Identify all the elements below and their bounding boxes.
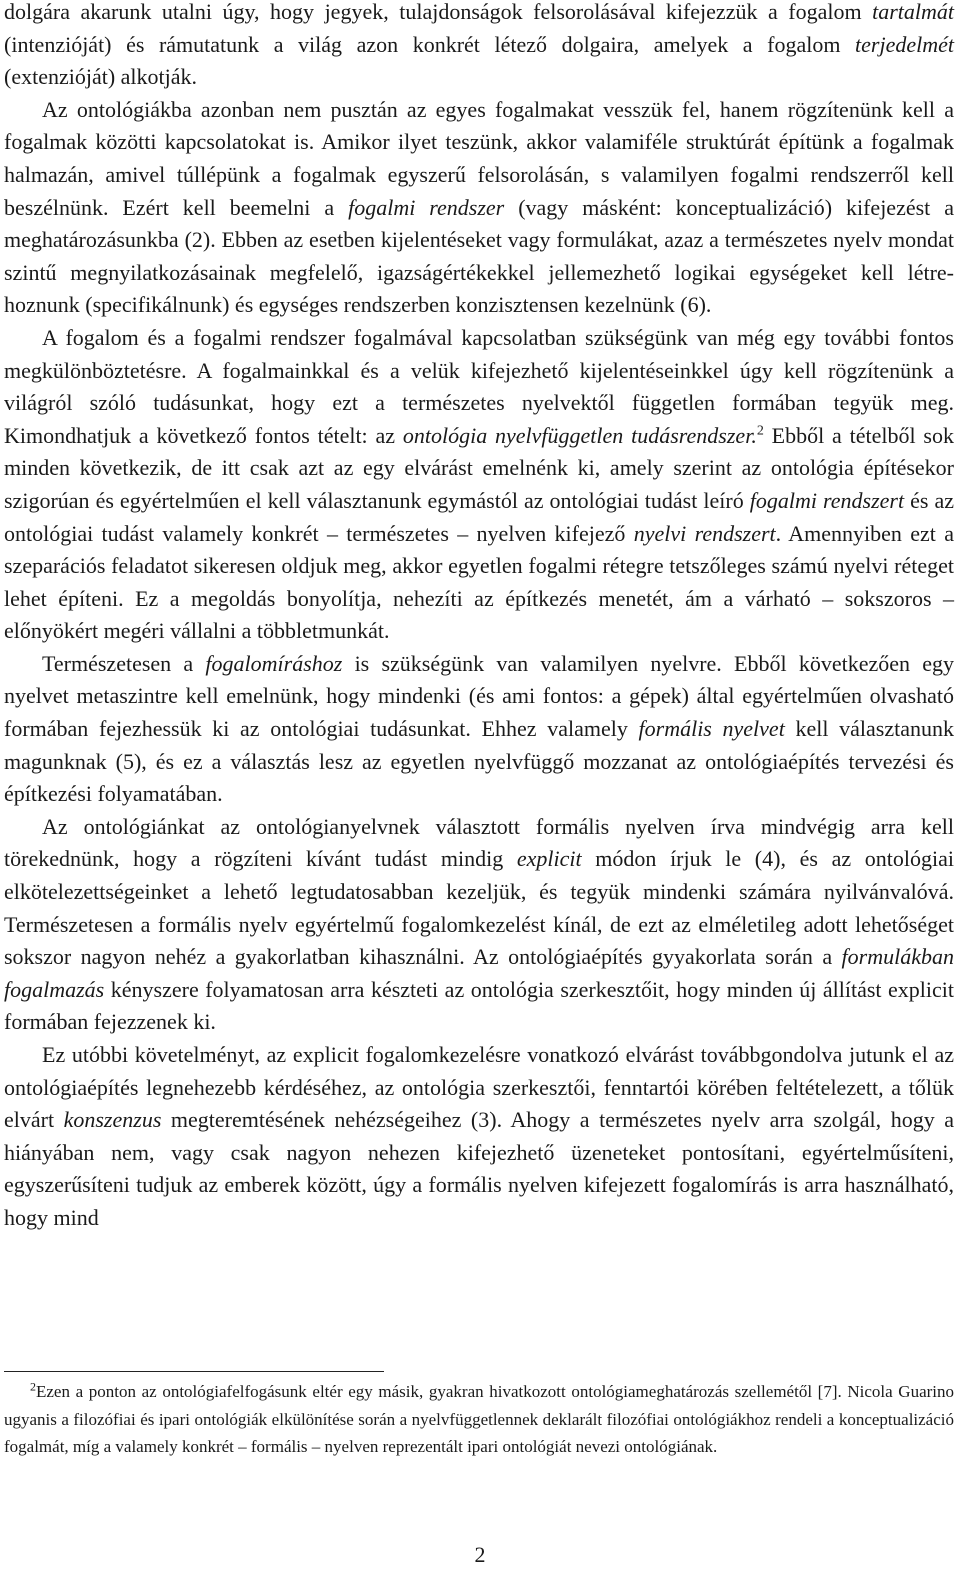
text-segment: kényszere folyamatosan arra készteti az ontológia szerkesztőit, hogy minden új állítást explicit formában fejezzenek ki. bbox=[4, 976, 954, 1035]
emphasized-term: formulákban fogalmazás bbox=[4, 944, 954, 1002]
body-text bbox=[4, 0, 954, 1235]
paragraph bbox=[4, 648, 954, 811]
text-segment: Természetesen a bbox=[42, 650, 206, 676]
emphasized-term: explicit bbox=[516, 846, 582, 872]
text-segment: Ebből a tételből sok minden következik, de itt csak azt az egy elvárást emelnénk ki, amely szerint az ontológia építésekor szigorúan és egyértelműen el kell választanunk egymástól az ontológiai tudást leíró bbox=[4, 422, 954, 513]
emphasized-term: formális nyelvet bbox=[638, 716, 785, 742]
emphasized-term: ontológia nyelvfüggetlen tudásrendszer. bbox=[402, 422, 757, 448]
emphasized-term: fogalmi rendszer bbox=[348, 194, 505, 220]
text-segment: . Amennyiben ezt a szeparációs feladatot sikeresen oldjuk meg, akkor egyetlen fogalmi rétegre tetszőleges számú nyelvi réteget lehet építeni. Ez a megoldás bonyolítja, nehezíti az építkezés menetét, ám a várható – sokszoros – előnyökért megéri vállalni a többletmunkát. bbox=[4, 520, 954, 644]
text-segment: (extenzióját) alkotják. bbox=[4, 64, 198, 90]
text-segment: Az ontológiánkat az ontológianyelvnek választott formális nyelven írva mindvégig arra kell törekednünk, hogy a rögzíteni kívánt tudást mindig bbox=[4, 813, 954, 872]
paragraph bbox=[4, 1039, 954, 1235]
text-segment: kell választanunk magunknak (5), és ez a választás lesz az egyetlen nyelvfüggő mozzanat az ontológiaépítés tervezési és építkezési folyamatában. bbox=[4, 716, 954, 807]
emphasized-term: tartalmát bbox=[872, 0, 954, 24]
footnote-text: Ezen a ponton az ontológiafelfogásunk eltér egy másik, gyakran hivatkozott ontológiameghatározás szellemétől [7]. Nicola Guarino ugyanis a filozófiai és ipari ontológiák elkülönítése során a nyelvfüggetlennek deklarált filozófiai ontológiákhoz rendeli a konceptualizáció fogalmát, míg a valamely konkrét – formális – nyelven reprezentált ipari ontológiát nevezi ontológiának. bbox=[4, 1382, 954, 1457]
paragraph bbox=[4, 94, 954, 322]
paragraph bbox=[4, 0, 954, 94]
emphasized-term: fogalomíráshoz bbox=[205, 650, 343, 676]
text-segment: dolgára akarunk utalni úgy, hogy jegyek, tulajdonságok felsorolásával kifejezzük a fogalom bbox=[4, 0, 873, 24]
footnote bbox=[4, 1378, 954, 1461]
text-segment: megteremtésének nehézségeihez (3). Ahogy a természetes nyelv arra szolgál, hogy a hiányában nem, vagy csak nagyon nehezen kifejezhető üzeneteket pontosítani, egyértelműsíteni, egyszerűsíteni tudjuk az emberek között, úgy a formális nyelven kifejezett fogalomírás is arra használható, hogy mind bbox=[4, 1107, 954, 1230]
paragraph bbox=[4, 322, 954, 648]
text-segment: és az ontológiai tudást valamely konkrét – természetes – nyelven kifejező bbox=[4, 487, 955, 546]
emphasized-term: fogalmi rendszert bbox=[749, 487, 905, 513]
text-segment: Ez utóbbi követelményt, az explicit fogalomkezelésre vonatkozó elvárást továbbgondolva jutunk el az ontológiaépítés legnehezebb kérdéséhez, az ontológia szerkesztői, fenntartói körében feltételezett, a tőlük elvárt bbox=[4, 1042, 954, 1133]
text-segment: Az ontológiákba azonban nem pusztán az egyes fogalmakat vesszük fel, hanem rögzítenünk kell a fogalmak közötti kapcsolatokat is. Amikor ilyet teszünk, akkor valamiféle struktúrát építünk a fogalmak halmazán, amivel túllépünk a fogalmak egyszerű felsorolásán, s valamilyen fogalmi rendszerről kell beszélnünk. Ezért kell beemelni a bbox=[4, 96, 954, 220]
text-segment: A fogalom és a fogalmi rendszer fogalmával kapcsolatban szükségünk van még egy további fontos megkülönböztetésre. A fogalmainkkal és a velük kifejezhető kijelentéseinkkel úgy kell rögzítenünk a világról szóló tudásunkat, hogy ezt a természetes nyelvektől független formában tegyük meg. Kimondhatjuk a következő fontos tételt: az bbox=[4, 324, 954, 448]
footnote-divider bbox=[4, 1371, 384, 1372]
text-segment: (vagy másként: konceptualizáció) kifejezést a meghatározásunkba (2). Ebben az esetben kijelentéseket vagy formulákat, azaz a természetes nyelv mondat szintű megnyilatkozásainak megfelelő, igazságértékekkel jellemezhető logikai egységeket kell létrehoznunk (specifikálnunk) és egységes rendszerben konzisztensen kezelnünk (6). bbox=[4, 194, 955, 318]
emphasized-term: konszenzus bbox=[63, 1107, 162, 1133]
emphasized-term: nyelvi rendszert bbox=[633, 520, 776, 546]
footnote-marker: 2 bbox=[30, 1379, 36, 1394]
text-segment: módon írjuk le (4), és az ontológiai elkötelezettségeinket a lehető legtudatosabban kezeljük, és tegyük mindenki számára nyilvánvalóvá. Természetesen a formális nyelv egyértelmű fogalomkezelést kínál, de ezt az elméletileg adott lehetőséget sokszor nagyon nehéz a gyakorlatban kihasználni. Az ontológiaépítés gyyakorlata során a bbox=[4, 846, 954, 970]
footnote-reference: 2 bbox=[756, 423, 764, 439]
text-segment: (intenzióját) és rámutatunk a világ azon konkrét létező dolgaira, amelyek a fogalom bbox=[4, 31, 856, 57]
emphasized-term: terjedelmét bbox=[855, 31, 954, 57]
text-segment: is szükségünk van valamilyen nyelvre. Ebből következően egy nyelvet metaszintre kell emelnünk, hogy mindenki (és ami fontos: a gépek) által egyértelműen olvasható formában fejezhessük ki az ontológiai tudásunkat. Ehhez valamely bbox=[4, 650, 954, 742]
page-number: 2 bbox=[474, 1542, 486, 1567]
paragraph bbox=[4, 811, 954, 1039]
